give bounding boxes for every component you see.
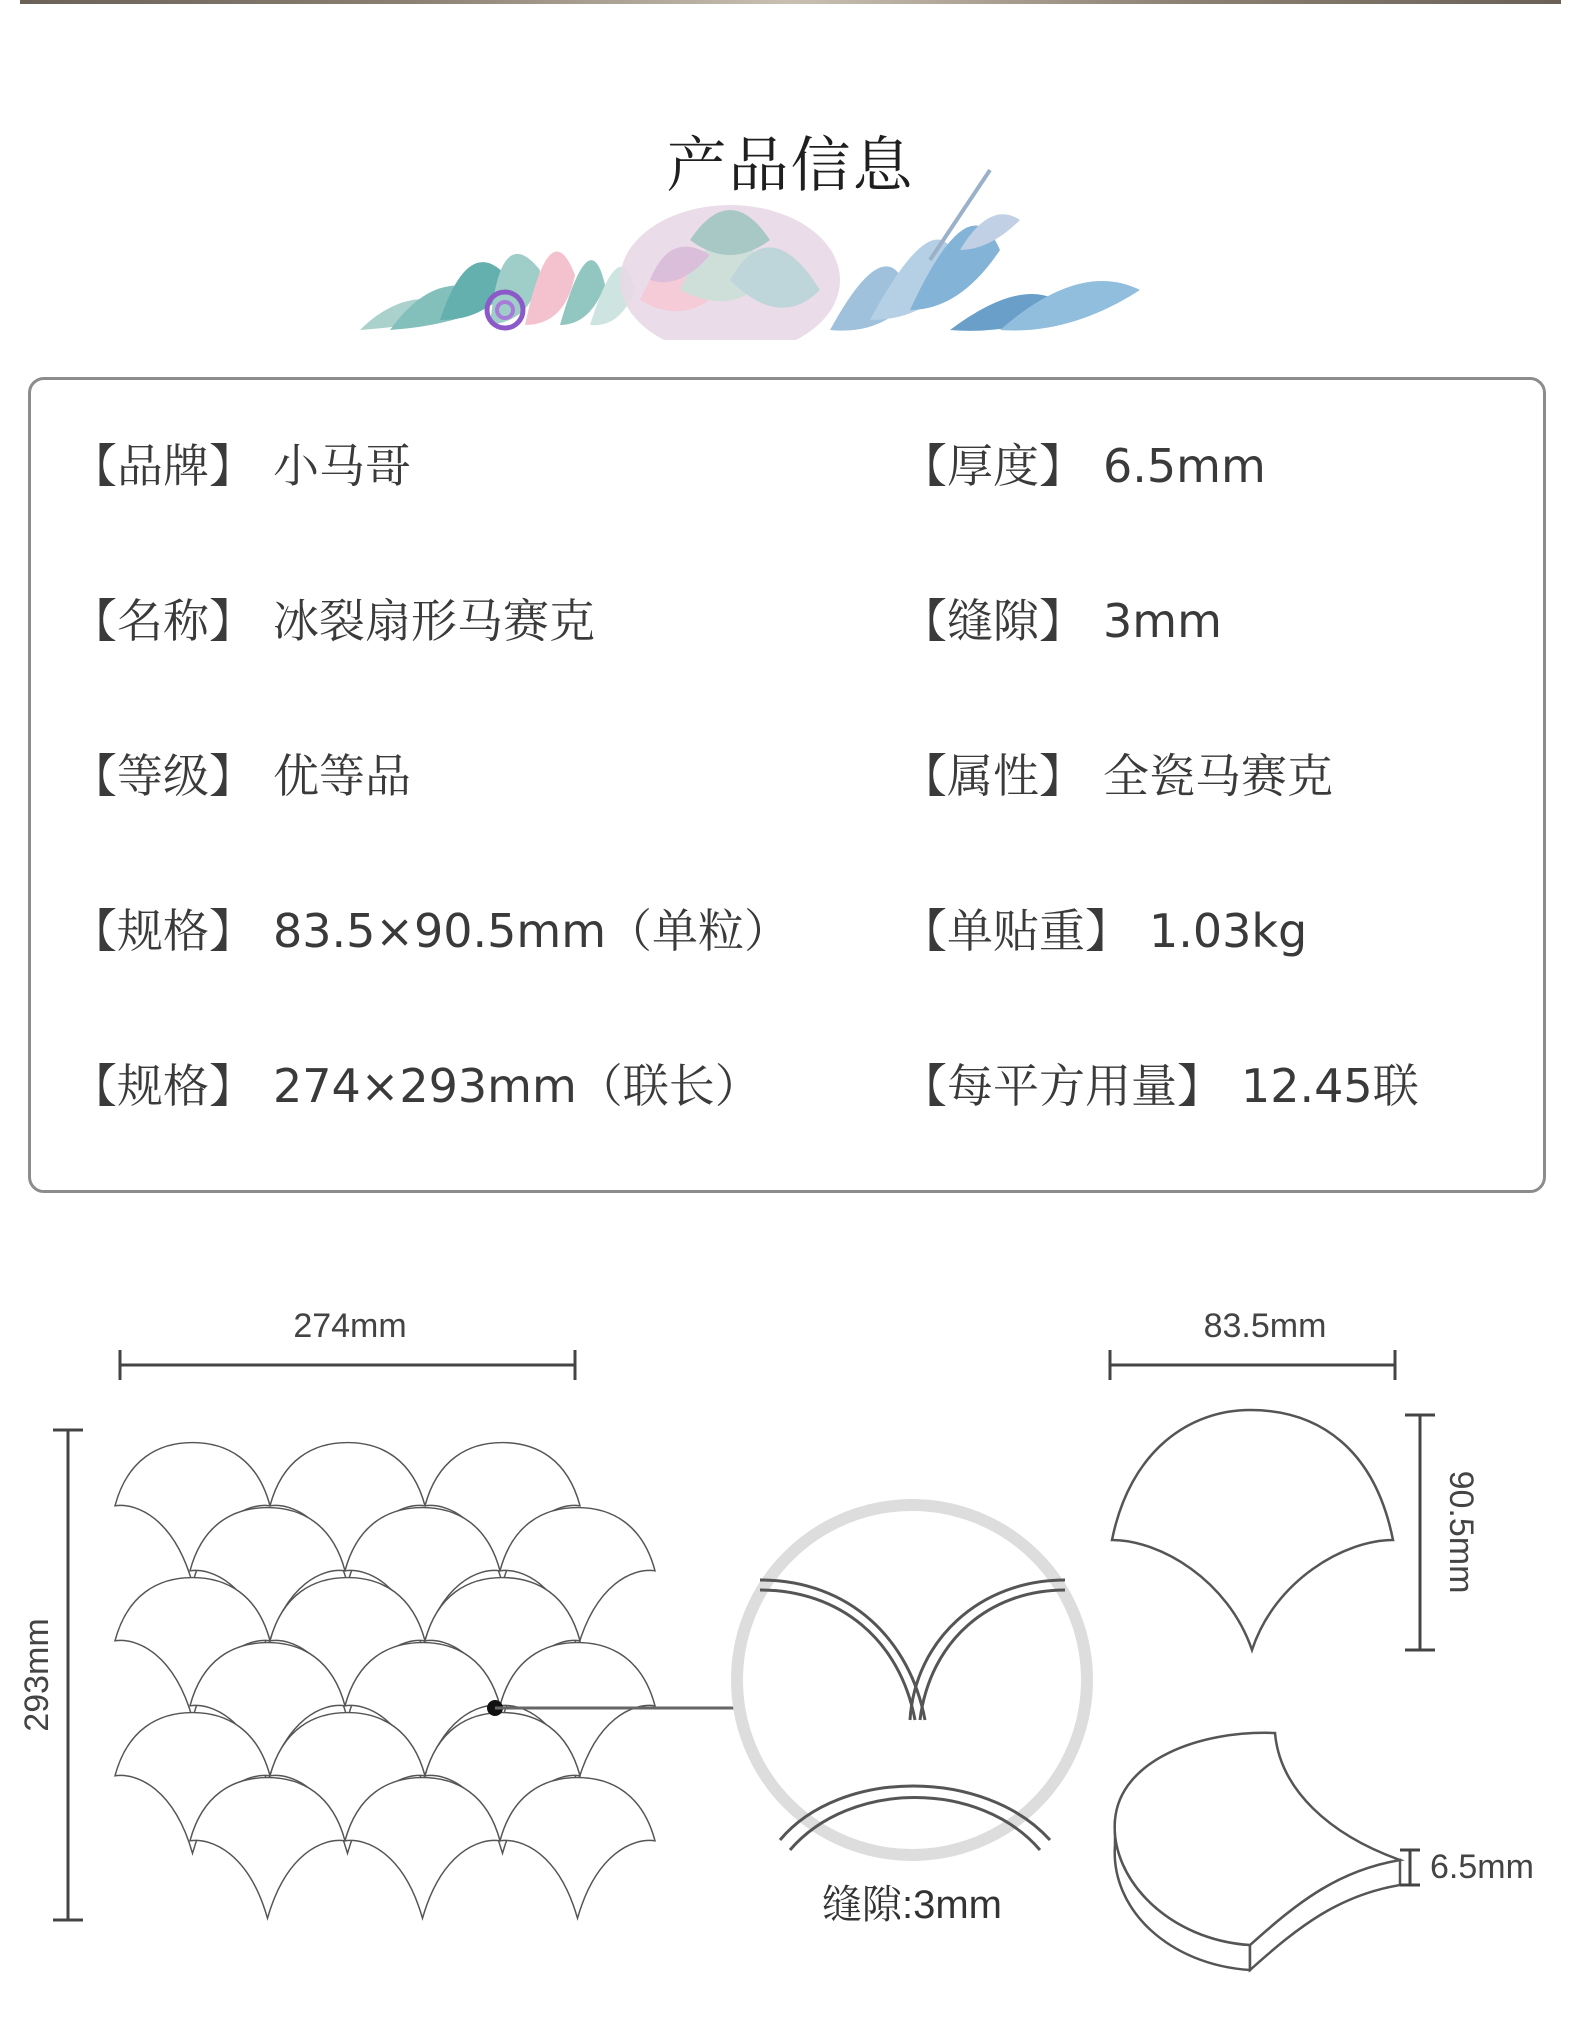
spec-label: 【单贴重】 (901, 904, 1131, 958)
spec-left (71, 585, 595, 651)
spec-label: 【每平方用量】 (901, 1059, 1223, 1113)
spec-label: 【缝隙】 (901, 594, 1085, 648)
tile-height-label: 90.5mm (1442, 1470, 1480, 1594)
spec-right (901, 585, 1222, 651)
spec-label: 【品牌】 (71, 439, 255, 493)
spec-value: 1.03kg (1149, 904, 1308, 958)
spec-value: 83.5×90.5mm（单粒） (273, 904, 791, 958)
spec-value: 3mm (1103, 594, 1222, 648)
spec-left (71, 430, 411, 496)
sheet-height-label: 293mm (18, 1618, 56, 1732)
top-image-strip (20, 0, 1561, 4)
spec-label: 【属性】 (901, 749, 1085, 803)
tile-thickness-label: 6.5mm (1430, 1848, 1534, 1886)
sheet-width-label: 274mm (293, 1307, 407, 1345)
spec-value: 优等品 (273, 749, 411, 803)
spec-label: 【名称】 (71, 594, 255, 648)
spec-left (71, 1050, 761, 1116)
dimension-diagram (0, 1250, 1581, 2023)
spec-value: 全瓷马赛克 (1103, 749, 1333, 803)
tile-width-label: 83.5mm (1203, 1307, 1327, 1345)
spec-value: 274×293mm（联长） (273, 1059, 761, 1113)
single-tile (1112, 1410, 1393, 1650)
section-title: 产品信息 (666, 131, 915, 201)
spec-row (31, 585, 1543, 655)
spec-right (901, 740, 1333, 806)
spec-right (901, 430, 1266, 496)
spec-label: 【规格】 (71, 1059, 255, 1113)
gap-label: 缝隙:3mm (822, 1883, 1002, 1927)
spec-row (31, 895, 1543, 965)
spec-label: 【规格】 (71, 904, 255, 958)
spec-value: 冰裂扇形马赛克 (273, 594, 595, 648)
spec-value: 6.5mm (1103, 439, 1266, 493)
spec-label: 【等级】 (71, 749, 255, 803)
spec-row (31, 430, 1543, 500)
tile-3d (1115, 1733, 1400, 1970)
spec-left (71, 895, 790, 961)
spec-right (901, 1050, 1419, 1116)
mosaic-sheet (115, 1443, 655, 1919)
spec-row (31, 1050, 1543, 1120)
spec-row (31, 740, 1543, 810)
spec-label: 【厚度】 (901, 439, 1085, 493)
spec-right (901, 895, 1307, 961)
spec-value: 小马哥 (273, 439, 411, 493)
spec-box (28, 377, 1546, 1193)
spec-left (71, 740, 411, 806)
floral-decoration (350, 160, 1150, 340)
spec-value: 12.45联 (1241, 1059, 1419, 1113)
